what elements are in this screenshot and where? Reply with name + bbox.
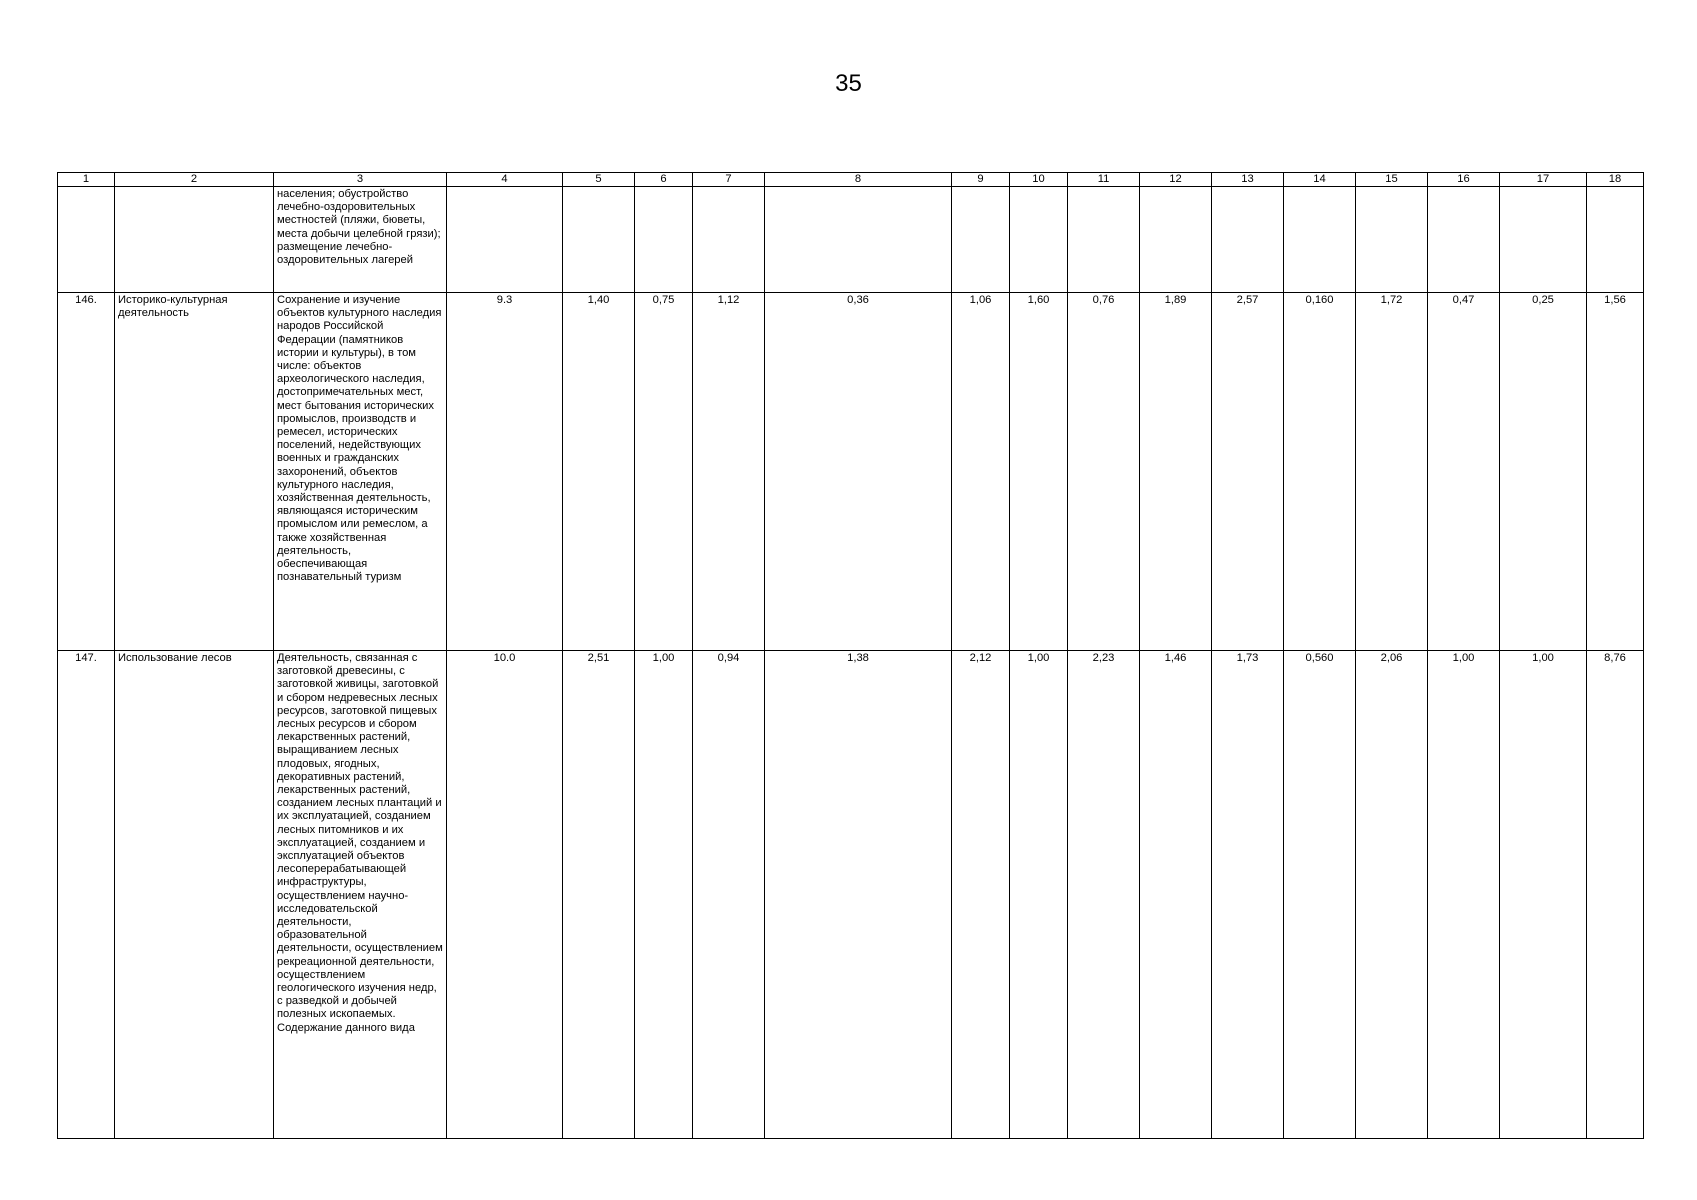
value-cell: 0,25 (1500, 293, 1587, 651)
value-cell: 1,40 (563, 293, 635, 651)
value-cell: 1,56 (1587, 293, 1644, 651)
value-cell: 0,94 (693, 651, 765, 1139)
column-header: 2 (115, 173, 274, 187)
column-header: 3 (274, 173, 447, 187)
column-header: 17 (1500, 173, 1587, 187)
column-header: 9 (952, 173, 1010, 187)
value-cell: 1,46 (1140, 651, 1212, 1139)
row-name (115, 187, 274, 293)
column-header: 7 (693, 173, 765, 187)
column-header: 10 (1010, 173, 1068, 187)
value-cell: 1,00 (635, 651, 693, 1139)
row-code: 9.3 (447, 293, 563, 651)
value-cell: 1,12 (693, 293, 765, 651)
value-cell: 1,60 (1010, 293, 1068, 651)
column-header: 4 (447, 173, 563, 187)
value-cell (952, 187, 1010, 293)
row-code (447, 187, 563, 293)
value-cell: 0,75 (635, 293, 693, 651)
value-cell: 1,72 (1356, 293, 1428, 651)
table-row (58, 187, 1644, 293)
column-header: 13 (1212, 173, 1284, 187)
value-cell: 0,36 (765, 293, 952, 651)
row-number: 146. (58, 293, 115, 651)
page-number: 35 (835, 70, 862, 97)
row-description: Деятельность, связанная с заготовкой древесины, с заготовкой живицы, заготовкой и сбором недревесных лесных ресурсов, заготовкой пищевых лесных ресурсов и сбором лекарственных растений, выращиванием лесных плодовых, ягодных, декоративных растений, лекарственных растений, созданием лесных плантаций и их эксплуатацией, созданием лесных питомников и их эксплуатацией, созданием и эксплуатацией объектов лесоперерабатывающей инфраструктуры, осуществлением научно-исследовательской деятельности, образовательной деятельности, осуществлением рекреационной деятельности, осуществлением геологического изучения недр, с разведкой и добычей полезных ископаемых. Содержание данного вида (274, 651, 447, 1139)
value-cell: 2,12 (952, 651, 1010, 1139)
data-table (57, 172, 1644, 1139)
value-cell (765, 187, 952, 293)
row-number: 147. (58, 651, 115, 1139)
value-cell: 2,23 (1068, 651, 1140, 1139)
row-name: Историко-культурная деятельность (115, 293, 274, 651)
column-header: 15 (1356, 173, 1428, 187)
value-cell: 1,73 (1212, 651, 1284, 1139)
value-cell: 1,00 (1428, 651, 1500, 1139)
value-cell: 1,38 (765, 651, 952, 1139)
value-cell: 0,76 (1068, 293, 1140, 651)
value-cell (1010, 187, 1068, 293)
row-name: Использование лесов (115, 651, 274, 1139)
column-header: 6 (635, 173, 693, 187)
row-description: Сохранение и изучение объектов культурного наследия народов Российской Федерации (памятников истории и культуры), в том числе: объектов археологического наследия, достопримечательных мест, мест бытования исторических промыслов, производств и ремесел, исторических поселений, недействующих военных и гражданских захоронений, объектов культурного наследия, хозяйственная деятельность, являющаяся историческим промыслом или ремеслом, а также хозяйственная деятельность, обеспечивающая познавательный туризм (274, 293, 447, 651)
value-cell (1212, 187, 1284, 293)
value-cell (693, 187, 765, 293)
value-cell (1140, 187, 1212, 293)
column-header: 1 (58, 173, 115, 187)
value-cell: 1,89 (1140, 293, 1212, 651)
table-row (58, 293, 1644, 651)
column-header: 8 (765, 173, 952, 187)
value-cell (1284, 187, 1356, 293)
value-cell (1428, 187, 1500, 293)
value-cell (563, 187, 635, 293)
row-number (58, 187, 115, 293)
table-row (58, 651, 1644, 1139)
row-description: населения; обустройство лечебно-оздоровительных местностей (пляжи, бюветы, места добычи целебной грязи); размещение лечебно-оздоровительных лагерей (274, 187, 447, 293)
value-cell (1068, 187, 1140, 293)
value-cell: 1,00 (1500, 651, 1587, 1139)
value-cell (635, 187, 693, 293)
value-cell: 0,47 (1428, 293, 1500, 651)
value-cell: 0,560 (1284, 651, 1356, 1139)
value-cell: 1,00 (1010, 651, 1068, 1139)
column-header: 11 (1068, 173, 1140, 187)
value-cell: 1,06 (952, 293, 1010, 651)
table-header-row (58, 173, 1644, 187)
value-cell: 2,06 (1356, 651, 1428, 1139)
value-cell: 2,57 (1212, 293, 1284, 651)
row-code: 10.0 (447, 651, 563, 1139)
value-cell (1500, 187, 1587, 293)
column-header: 12 (1140, 173, 1212, 187)
column-header: 14 (1284, 173, 1356, 187)
column-header: 18 (1587, 173, 1644, 187)
value-cell (1356, 187, 1428, 293)
column-header: 5 (563, 173, 635, 187)
value-cell: 2,51 (563, 651, 635, 1139)
value-cell (1587, 187, 1644, 293)
value-cell: 0,160 (1284, 293, 1356, 651)
value-cell: 8,76 (1587, 651, 1644, 1139)
column-header: 16 (1428, 173, 1500, 187)
